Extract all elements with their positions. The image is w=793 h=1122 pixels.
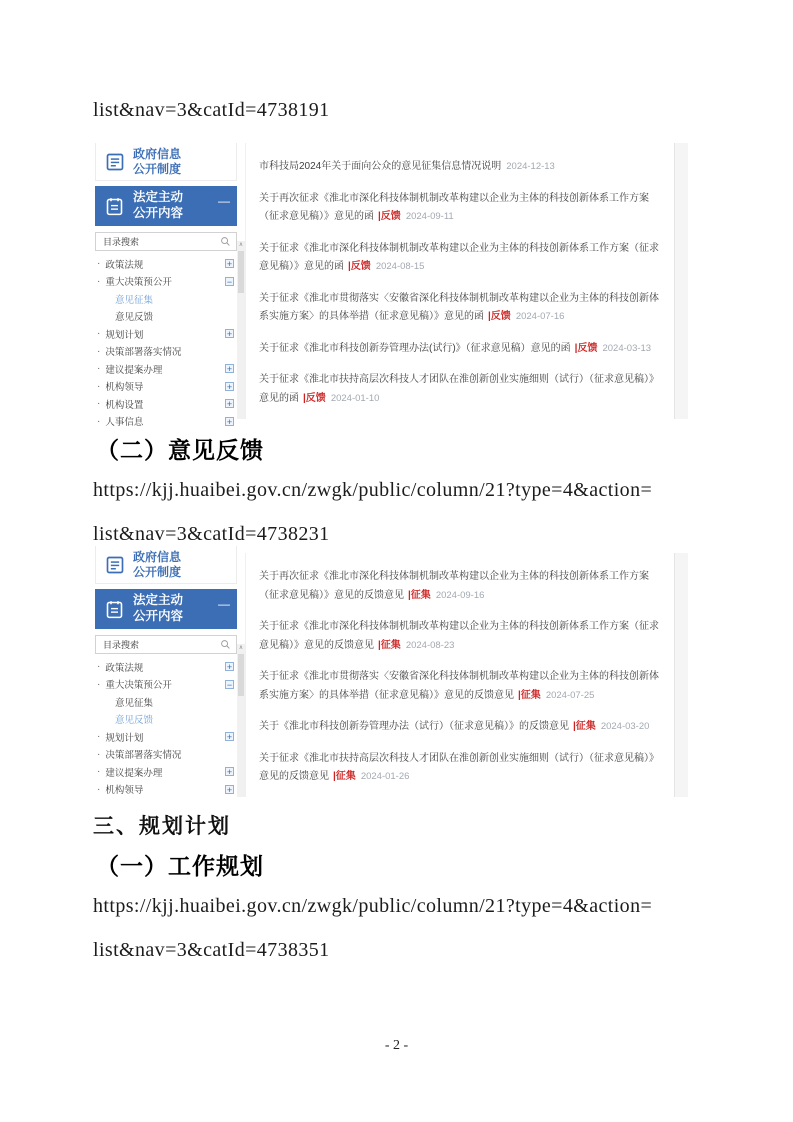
- expand-icon[interactable]: +: [226, 662, 233, 673]
- tag-collection[interactable]: |征集: [518, 689, 541, 701]
- search-icon: [220, 639, 231, 650]
- sidebar-item-major-decision[interactable]: · 重大决策预公开 −: [97, 678, 233, 692]
- sidebar-item-proposals[interactable]: · 建议提案办理 +: [97, 766, 233, 779]
- url-fragment-top: list&nav=3&catId=4738191: [93, 99, 330, 121]
- document-icon: [105, 555, 125, 575]
- expand-icon[interactable]: +: [226, 399, 233, 410]
- article-item[interactable]: 关于征求《淮北市扶持高层次科技人才团队在淮创新创业实施细则（试行）（征求意见稿）》意见的函 |反馈 2024-01-10: [259, 374, 659, 404]
- clipboard-icon: [104, 196, 125, 217]
- sidebar-item-org-setup[interactable]: · 机构设置 +: [97, 398, 233, 411]
- sidebar-item-opinion-collection[interactable]: 意见征集: [115, 294, 154, 306]
- tag-collection[interactable]: |征集: [333, 771, 356, 782]
- tag-feedback[interactable]: |反馈: [574, 342, 598, 354]
- sidebar-item-plans[interactable]: · 规划计划 +: [97, 328, 233, 341]
- subsection-heading-work-plan: （一）工作规划: [96, 854, 264, 879]
- sidebar-card-legal-disclosure[interactable]: [95, 589, 237, 629]
- section-heading-planning: 三、规划计划: [93, 815, 231, 838]
- scrollbar-thumb[interactable]: [238, 654, 244, 696]
- article-item[interactable]: 关于《淮北市科技创新券管理办法（试行）（征求意见稿）》的反馈意见 |征集 2024-03-20: [259, 721, 650, 732]
- catalog-search-box: [95, 232, 237, 251]
- sidebar-menu: [95, 658, 237, 798]
- tag-collection[interactable]: |征集: [408, 589, 431, 601]
- sidebar-item-opinion-feedback[interactable]: 意见反馈: [115, 715, 154, 727]
- scrollbar-thumb[interactable]: [238, 251, 244, 293]
- expand-icon[interactable]: +: [226, 364, 233, 375]
- article-item[interactable]: 关于征求《淮北市贯彻落实〈安徽省深化科技体制机制改革构建以企业为主体的科技创新体系实施方案〉的具体举措（征求意见稿）》意见的反馈意见 |征集 2024-07-25: [259, 671, 659, 701]
- page-number: - 2 -: [384, 1038, 409, 1053]
- screenshot-opinion-collection: [95, 143, 688, 429]
- sidebar-card-legal-disclosure-label: 法定主动 公开内容: [133, 593, 184, 623]
- expand-icon[interactable]: +: [226, 381, 233, 392]
- sidebar-card-legal-disclosure-label: 法定主动 公开内容: [133, 190, 184, 220]
- sidebar-menu: [95, 255, 237, 430]
- sidebar-card-gov-info-label: 政府信息 公开制度: [133, 549, 182, 579]
- sidebar-card-gov-info[interactable]: [95, 546, 237, 584]
- tag-feedback[interactable]: |反馈: [488, 311, 511, 322]
- sidebar-item-major-decision[interactable]: · 重大决策预公开 −: [97, 275, 233, 289]
- search-icon: [220, 236, 231, 247]
- sidebar-card-gov-info-label: 政府信息 公开制度: [133, 146, 182, 176]
- expand-icon[interactable]: +: [226, 416, 233, 427]
- article-item[interactable]: 市科技局2024年关于面向公众的意见征集信息情况说明 2024-12-13: [259, 161, 555, 172]
- article-date: 2024-07-25: [545, 689, 595, 701]
- expand-icon[interactable]: +: [226, 329, 233, 340]
- sidebar-item-opinion-feedback[interactable]: 意见反馈: [115, 312, 154, 324]
- article-item[interactable]: 关于征求《淮北市扶持高层次科技人才团队在淮创新创业实施细则（试行）（征求意见稿）》意见的反馈意见 |征集 2024-01-26: [259, 752, 659, 782]
- sidebar-card-gov-info[interactable]: [95, 143, 237, 181]
- article-date: 2024-03-20: [600, 721, 650, 732]
- article-date: 2024-09-11: [405, 211, 454, 222]
- planning-url-line1: https://kjj.huaibei.gov.cn/zwgk/public/column/21?type=4&action=: [93, 895, 653, 917]
- article-item[interactable]: 关于再次征求《淮北市深化科技体制机制改革构建以企业为主体的科技创新体系工作方案（征求意见稿）》意见的反馈意见 |征集 2024-09-16: [259, 571, 649, 601]
- sidebar-item-plans[interactable]: · 规划计划 +: [97, 731, 233, 744]
- article-date: 2024-03-13: [602, 342, 652, 354]
- section-heading-feedback: （二）意见反馈: [96, 438, 264, 463]
- planning-url-line2: list&nav=3&catId=4738351: [93, 939, 330, 961]
- expand-icon[interactable]: +: [226, 732, 233, 743]
- sidebar: [95, 549, 245, 797]
- expand-icon[interactable]: +: [226, 259, 233, 270]
- article-date: 2024-07-16: [515, 311, 565, 322]
- article-list: [245, 553, 674, 797]
- sidebar-scrollbar[interactable]: [237, 644, 245, 797]
- screenshot-opinion-feedback: [95, 549, 688, 797]
- sidebar-card-legal-disclosure[interactable]: [95, 186, 237, 226]
- sidebar: [95, 143, 245, 429]
- catalog-search-box: [95, 635, 237, 654]
- article-date: 2024-08-23: [405, 639, 455, 651]
- collapse-dash-icon[interactable]: —: [218, 597, 230, 611]
- collapse-icon[interactable]: −: [226, 276, 233, 287]
- clipboard-icon: [104, 599, 125, 620]
- article-date: 2024-01-10: [330, 392, 380, 404]
- article-item[interactable]: 关于征求《淮北市贯彻落实〈安徽省深化科技体制机制改革构建以企业为主体的科技创新体系实施方案〉的具体举措（征求意见稿）》意见的函 |反馈 2024-07-16: [259, 292, 659, 322]
- sidebar-item-personnel[interactable]: · 人事信息 +: [97, 415, 233, 429]
- catalog-search-input[interactable]: [101, 236, 220, 248]
- article-date: 2024-01-26: [360, 771, 410, 782]
- page-scroll-gutter: [674, 143, 688, 419]
- sidebar-item-leadership[interactable]: · 机构领导 +: [97, 380, 233, 394]
- tag-collection[interactable]: |征集: [378, 639, 401, 651]
- sidebar-item-proposals[interactable]: · 建议提案办理 +: [97, 363, 233, 376]
- page-scroll-gutter: [674, 553, 688, 797]
- article-item[interactable]: 关于再次征求《淮北市深化科技体制机制改革构建以企业为主体的科技创新体系工作方案（征求意见稿）》意见的函 |反馈 2024-09-11: [259, 192, 649, 222]
- sidebar-item-deployment[interactable]: · 决策部署落实情况: [97, 748, 182, 762]
- article-date: 2024-09-16: [435, 589, 485, 601]
- sidebar-item-deployment[interactable]: · 决策部署落实情况: [97, 345, 182, 359]
- scroll-up-icon[interactable]: ∧: [238, 645, 244, 651]
- article-item[interactable]: 关于征求《淮北市深化科技体制机制改革构建以企业为主体的科技创新体系工作方案（征求意见稿）》意见的函 |反馈 2024-08-15: [259, 242, 659, 272]
- article-date: 2024-12-13: [506, 161, 555, 172]
- article-item[interactable]: 关于征求《淮北市科技创新券管理办法(试行)》（征求意见稿）意见的函 |反馈 2024-03-13: [259, 342, 652, 354]
- sidebar-scrollbar[interactable]: [237, 241, 245, 419]
- document-icon: [105, 152, 125, 172]
- catalog-search-input[interactable]: [101, 639, 220, 651]
- tag-collection[interactable]: |征集: [573, 721, 596, 732]
- tag-feedback[interactable]: |反馈: [348, 261, 371, 272]
- expand-icon[interactable]: +: [226, 767, 233, 778]
- tag-feedback[interactable]: |反馈: [303, 392, 326, 404]
- collapse-icon[interactable]: −: [226, 679, 233, 690]
- sidebar-item-leadership[interactable]: · 机构领导 +: [97, 783, 233, 797]
- sidebar-item-policy[interactable]: · 政策法规 +: [97, 258, 233, 271]
- expand-icon[interactable]: +: [226, 784, 233, 795]
- article-list: [245, 143, 674, 419]
- tag-feedback[interactable]: |反馈: [378, 211, 401, 222]
- sidebar-item-opinion-collection[interactable]: 意见征集: [115, 697, 154, 709]
- article-date: 2024-08-15: [375, 261, 425, 272]
- feedback-url-line1: https://kjj.huaibei.gov.cn/zwgk/public/column/21?type=4&action=: [93, 479, 653, 501]
- sidebar-item-policy[interactable]: · 政策法规 +: [97, 661, 233, 674]
- collapse-dash-icon[interactable]: —: [218, 194, 230, 208]
- scroll-up-icon[interactable]: ∧: [238, 242, 244, 248]
- article-item[interactable]: 关于征求《淮北市深化科技体制机制改革构建以企业为主体的科技创新体系工作方案（征求意见稿）》意见的反馈意见 |征集 2024-08-23: [259, 621, 659, 651]
- feedback-url-line2: list&nav=3&catId=4738231: [93, 523, 330, 545]
